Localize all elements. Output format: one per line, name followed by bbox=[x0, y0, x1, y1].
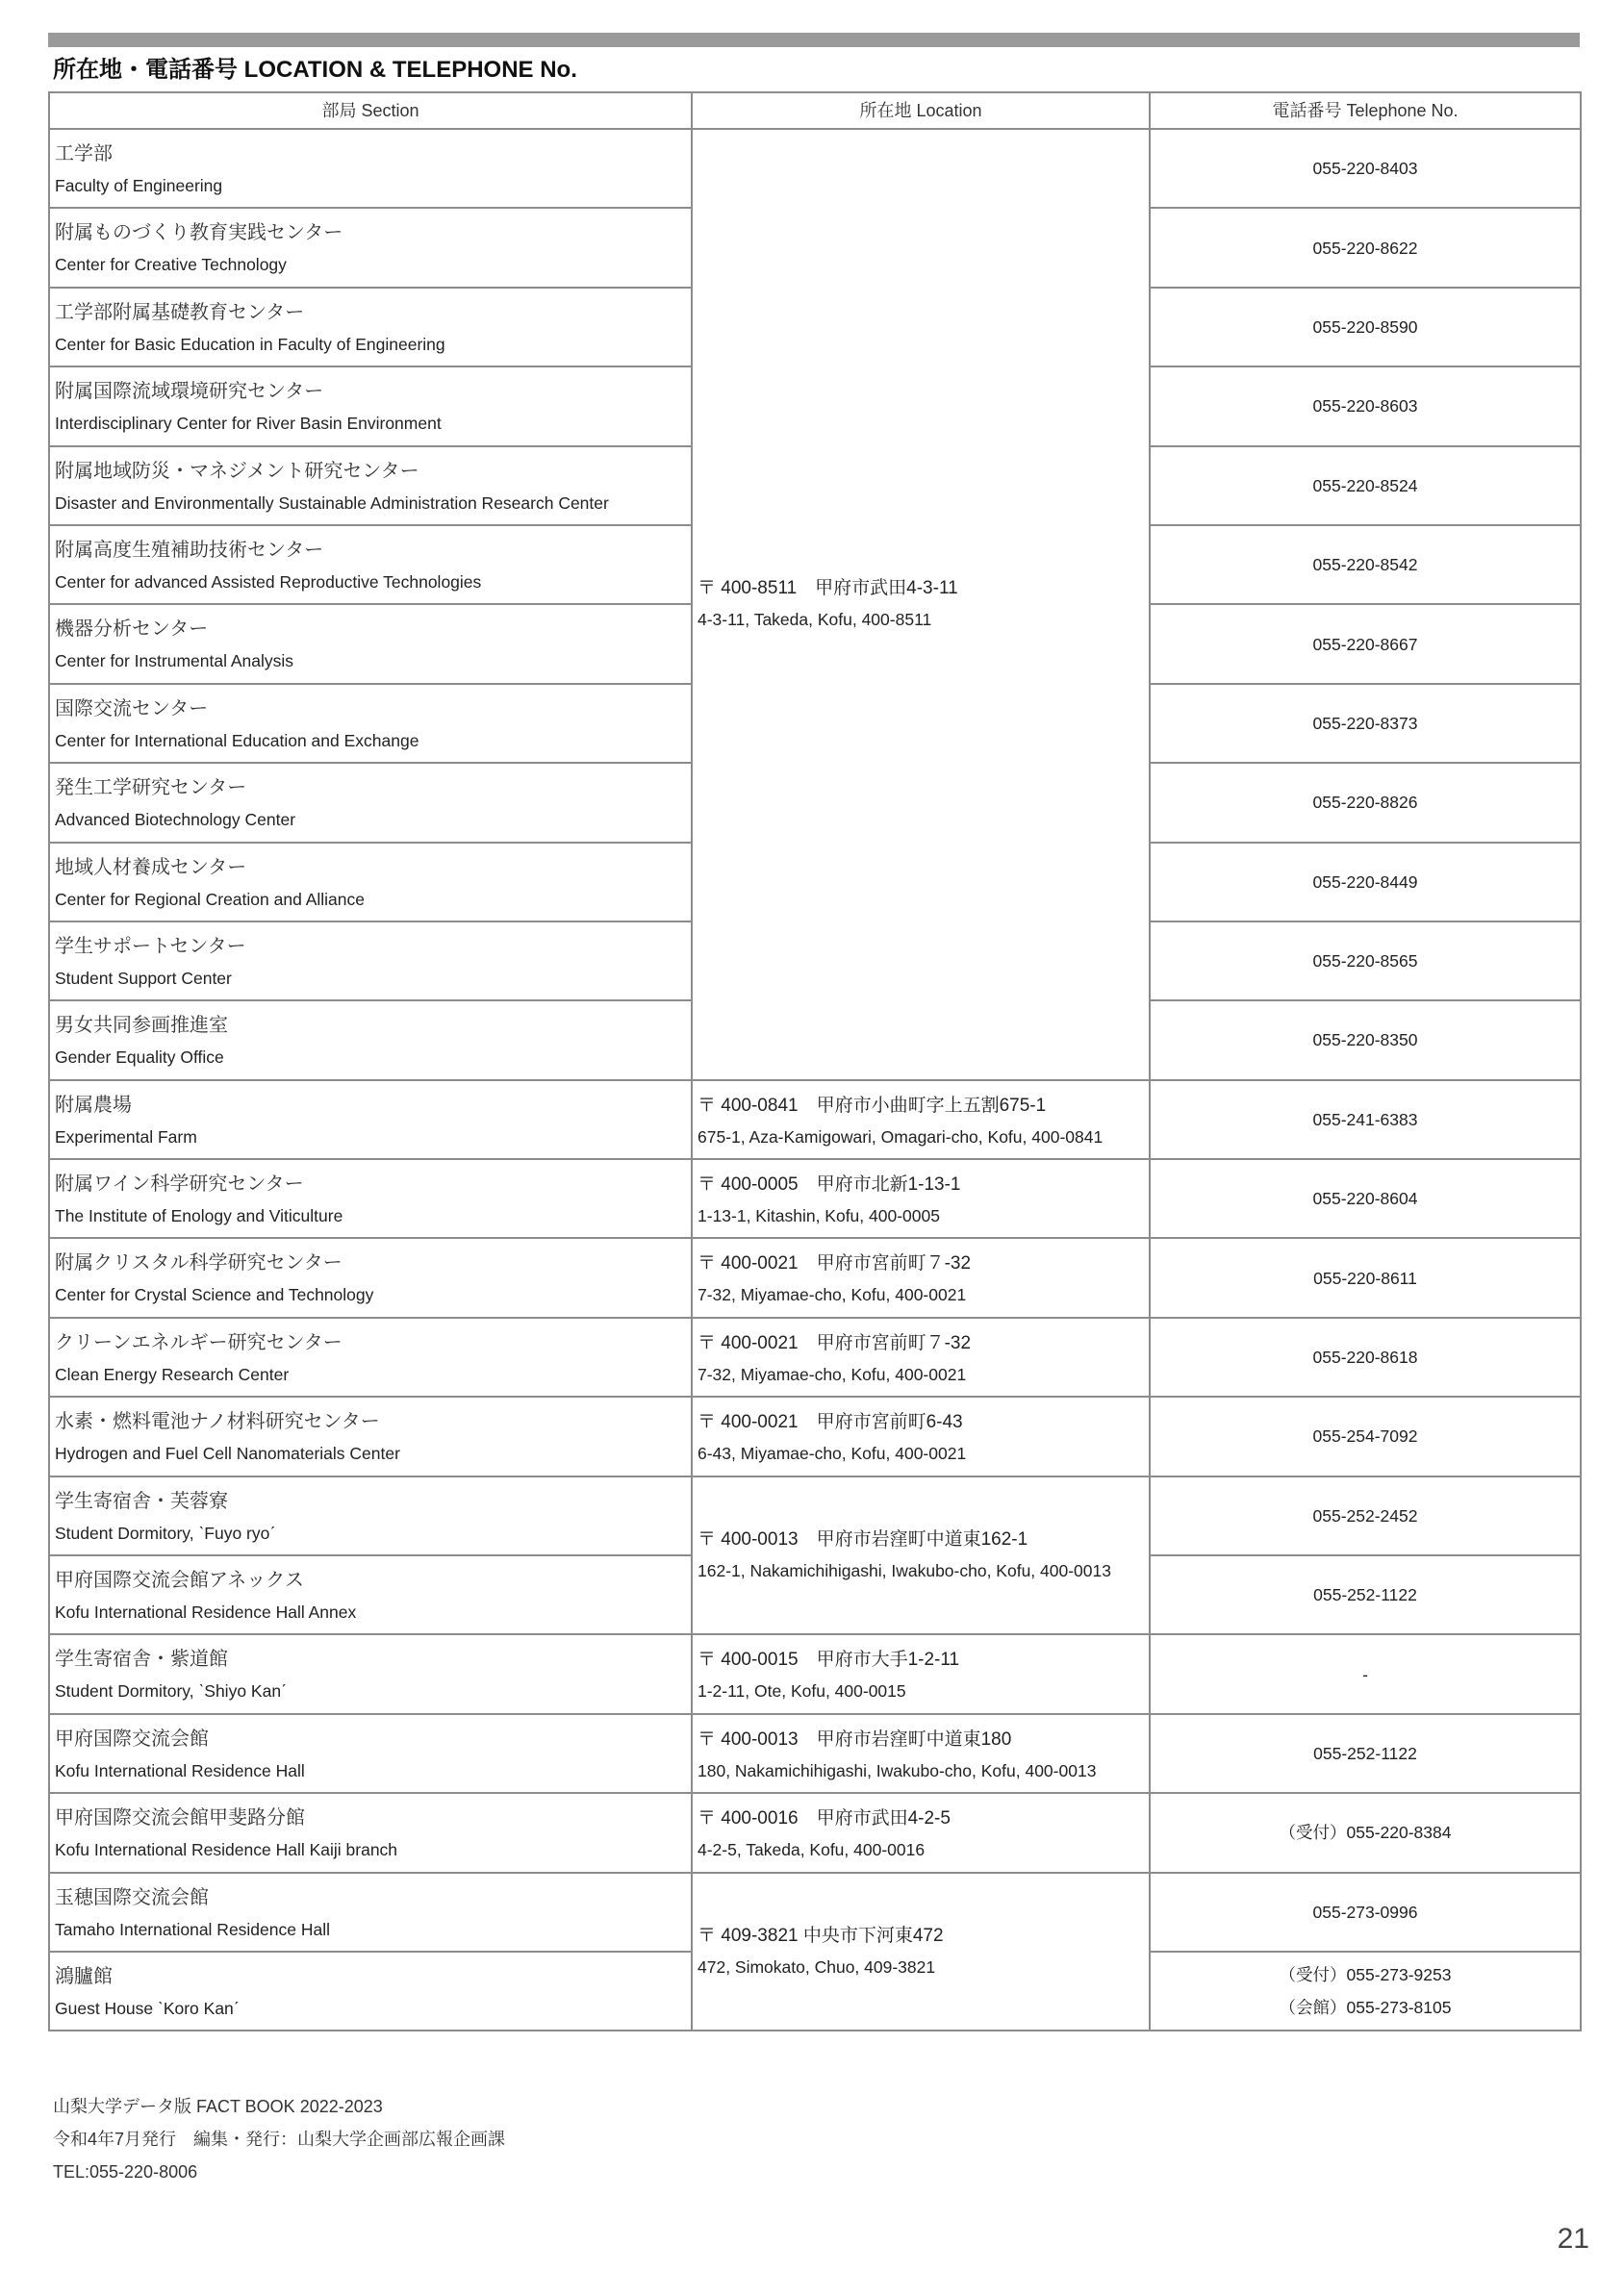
location-ja: 〒 400-8511 甲府市武田4-3-11 bbox=[698, 578, 958, 599]
location-en: 6-43, Miyamae-cho, Kofu, 400-0021 bbox=[698, 1444, 967, 1464]
page-title: 所在地・電話番号 LOCATION & TELEPHONE No. bbox=[53, 57, 577, 83]
section-cell bbox=[49, 1318, 692, 1397]
section-name-ja: 鴻臚館 bbox=[55, 1965, 113, 1987]
table-row bbox=[49, 1159, 1581, 1238]
section-name-ja: 附属地域防災・マネジメント研究センター bbox=[55, 460, 419, 482]
location-en: 4-3-11, Takeda, Kofu, 400-8511 bbox=[698, 610, 932, 630]
table-header bbox=[49, 92, 1581, 129]
table-row bbox=[49, 129, 1581, 208]
section-name-ja: 玉穂国際交流会館 bbox=[55, 1886, 209, 1908]
table-row bbox=[49, 1873, 1581, 1952]
section-cell bbox=[49, 1873, 692, 1952]
section-name-ja: 工学部附属基礎教育センター bbox=[55, 301, 305, 323]
telephone-number: （会館）055-273-8105 bbox=[1279, 1998, 1452, 2018]
section-name-ja: 附属農場 bbox=[55, 1094, 132, 1116]
table-row bbox=[49, 1080, 1581, 1159]
location-en: 7-32, Miyamae-cho, Kofu, 400-0021 bbox=[698, 1285, 967, 1305]
section-name-en: Tamaho International Residence Hall bbox=[55, 1919, 330, 1939]
footer bbox=[53, 2090, 505, 2188]
location-ja: 〒 400-0015 甲府市大手1-2-11 bbox=[698, 1650, 960, 1671]
telephone-number: 055-220-8590 bbox=[1312, 316, 1418, 337]
location-en: 472, Simokato, Chuo, 409-3821 bbox=[698, 1956, 936, 1977]
section-cell bbox=[49, 1159, 692, 1238]
location-en: 1-13-1, Kitashin, Kofu, 400-0005 bbox=[698, 1206, 940, 1226]
section-cell bbox=[49, 763, 692, 842]
section-name-ja: 男女共同参画推進室 bbox=[55, 1015, 228, 1037]
location-ja: 〒 400-0013 甲府市岩窪町中道東162-1 bbox=[698, 1529, 1028, 1551]
telephone-cell bbox=[1150, 684, 1581, 763]
telephone-number: 055-220-8618 bbox=[1312, 1348, 1418, 1368]
section-name-en: Center for International Education and Exchange bbox=[55, 730, 419, 750]
location-cell bbox=[692, 1080, 1150, 1159]
telephone-cell bbox=[1150, 1080, 1581, 1159]
table-row bbox=[49, 1634, 1581, 1713]
section-cell bbox=[49, 1238, 692, 1317]
section-name-ja: 発生工学研究センター bbox=[55, 777, 247, 799]
section-name-en: Student Support Center bbox=[55, 968, 232, 988]
footer-line: 山梨大学データ版 FACT BOOK 2022-2023 bbox=[53, 2097, 383, 2116]
location-en: 162-1, Nakamichihigashi, Iwakubo-cho, Kofu, 400-0013 bbox=[698, 1561, 1111, 1581]
header-telephone: 電話番号 Telephone No. bbox=[1150, 92, 1581, 129]
telephone-cell bbox=[1150, 1397, 1581, 1476]
telephone-cell bbox=[1150, 843, 1581, 921]
section-name-ja: 甲府国際交流会館アネックス bbox=[55, 1570, 304, 1592]
telephone-cell bbox=[1150, 921, 1581, 1000]
section-cell bbox=[49, 1714, 692, 1793]
telephone-number: 055-220-8350 bbox=[1312, 1030, 1418, 1050]
telephone-cell bbox=[1150, 1714, 1581, 1793]
telephone-cell bbox=[1150, 1793, 1581, 1872]
location-cell bbox=[692, 1476, 1150, 1635]
location-ja: 〒 400-0021 甲府市宮前町6-43 bbox=[698, 1412, 963, 1433]
footer-line: 令和4年7月発行 編集・発行：山梨大学企画部広報企画課 bbox=[53, 2130, 506, 2149]
section-name-ja: 学生寄宿舎・紫道館 bbox=[55, 1649, 228, 1671]
section-cell bbox=[49, 1000, 692, 1079]
table-row bbox=[49, 1318, 1581, 1397]
table-row bbox=[49, 1238, 1581, 1317]
table-header-row bbox=[49, 92, 1581, 129]
page-number: 21 bbox=[1557, 2223, 1589, 2255]
location-cell bbox=[692, 1714, 1150, 1793]
section-name-en: Gender Equality Office bbox=[55, 1047, 224, 1068]
location-cell bbox=[692, 1238, 1150, 1317]
section-name-ja: 附属ものづくり教育実践センター bbox=[55, 222, 343, 244]
telephone-number: 055-220-8611 bbox=[1313, 1268, 1417, 1288]
telephone-cell bbox=[1150, 446, 1581, 525]
telephone-cell bbox=[1150, 1873, 1581, 1952]
location-ja: 〒 400-0016 甲府市武田4-2-5 bbox=[698, 1808, 951, 1829]
section-name-en: Center for Regional Creation and Alliance bbox=[55, 889, 365, 909]
telephone-cell bbox=[1150, 366, 1581, 445]
location-en: 180, Nakamichihigashi, Iwakubo-cho, Kofu, 400-0013 bbox=[698, 1760, 1097, 1780]
header-section: 部局 Section bbox=[49, 92, 692, 129]
section-name-ja: 甲府国際交流会館 bbox=[55, 1728, 209, 1750]
table-row bbox=[49, 1476, 1581, 1555]
section-name-ja: 附属ワイン科学研究センター bbox=[55, 1173, 304, 1196]
location-telephone-table bbox=[48, 91, 1582, 2031]
section-name-en: Interdisciplinary Center for River Basin Environment bbox=[55, 414, 442, 434]
footer-line: TEL:055-220-8006 bbox=[53, 2162, 198, 2182]
telephone-number: 055-220-8622 bbox=[1312, 238, 1418, 258]
telephone-cell bbox=[1150, 1318, 1581, 1397]
telephone-number: 055-252-1122 bbox=[1313, 1585, 1417, 1605]
section-cell bbox=[49, 525, 692, 604]
header-rule bbox=[48, 33, 1580, 47]
location-en: 4-2-5, Takeda, Kofu, 400-0016 bbox=[698, 1840, 926, 1860]
location-en: 1-2-11, Ote, Kofu, 400-0015 bbox=[698, 1681, 906, 1702]
section-cell bbox=[49, 1634, 692, 1713]
location-en: 675-1, Aza-Kamigowari, Omagari-cho, Kofu, 400-0841 bbox=[698, 1126, 1104, 1147]
telephone-cell bbox=[1150, 1000, 1581, 1079]
section-cell bbox=[49, 684, 692, 763]
section-name-en: The Institute of Enology and Viticulture bbox=[55, 1206, 343, 1226]
section-name-ja: 水素・燃料電池ナノ材料研究センター bbox=[55, 1411, 380, 1433]
location-ja: 〒 400-0841 甲府市小曲町字上五割675-1 bbox=[698, 1095, 1047, 1116]
section-cell bbox=[49, 208, 692, 287]
telephone-cell bbox=[1150, 129, 1581, 208]
section-cell bbox=[49, 1080, 692, 1159]
section-cell bbox=[49, 366, 692, 445]
telephone-number: 055-254-7092 bbox=[1312, 1426, 1418, 1447]
telephone-number: 055-220-8604 bbox=[1312, 1189, 1418, 1209]
section-cell bbox=[49, 1793, 692, 1872]
location-ja: 〒 400-0021 甲府市宮前町７-32 bbox=[698, 1332, 972, 1353]
section-cell bbox=[49, 129, 692, 208]
section-name-en: Kofu International Residence Hall bbox=[55, 1760, 305, 1780]
section-name-en: Kofu International Residence Hall Annex bbox=[55, 1602, 357, 1623]
telephone-number: （受付）055-220-8384 bbox=[1279, 1823, 1452, 1843]
telephone-cell bbox=[1150, 288, 1581, 366]
location-cell bbox=[692, 1634, 1150, 1713]
location-ja: 〒 400-0005 甲府市北新1-13-1 bbox=[698, 1174, 961, 1196]
section-name-en: Center for Basic Education in Faculty of Engineering bbox=[55, 334, 445, 354]
section-cell bbox=[49, 1476, 692, 1555]
location-cell bbox=[692, 1318, 1150, 1397]
section-name-ja: 国際交流センター bbox=[55, 697, 209, 719]
location-cell bbox=[692, 129, 1150, 1080]
telephone-number: 055-220-8449 bbox=[1312, 871, 1418, 892]
section-cell bbox=[49, 288, 692, 366]
telephone-cell bbox=[1150, 525, 1581, 604]
telephone-number: 055-252-1122 bbox=[1313, 1744, 1417, 1763]
table-row bbox=[49, 1397, 1581, 1476]
telephone-cell bbox=[1150, 763, 1581, 842]
telephone-number: 055-220-8826 bbox=[1312, 793, 1418, 813]
table-row bbox=[49, 1793, 1581, 1872]
telephone-cell bbox=[1150, 1159, 1581, 1238]
section-cell bbox=[49, 604, 692, 683]
section-name-en: Center for Instrumental Analysis bbox=[55, 651, 294, 671]
location-cell bbox=[692, 1397, 1150, 1476]
telephone-number: 055-220-8373 bbox=[1312, 713, 1418, 733]
section-name-ja: 工学部 bbox=[55, 143, 113, 164]
section-cell bbox=[49, 1555, 692, 1634]
section-cell bbox=[49, 1397, 692, 1476]
table-row bbox=[49, 1714, 1581, 1793]
section-name-en: Hydrogen and Fuel Cell Nanomaterials Center bbox=[55, 1444, 400, 1464]
section-name-en: Clean Energy Research Center bbox=[55, 1364, 290, 1384]
telephone-cell bbox=[1150, 1555, 1581, 1634]
section-name-ja: 学生サポートセンター bbox=[55, 935, 246, 957]
section-name-ja: 機器分析センター bbox=[55, 618, 209, 641]
section-name-en: Center for Creative Technology bbox=[55, 255, 287, 275]
telephone-number: 055-220-8403 bbox=[1312, 159, 1418, 179]
section-cell bbox=[49, 921, 692, 1000]
section-name-en: Advanced Biotechnology Center bbox=[55, 810, 296, 830]
telephone-number: 055-220-8565 bbox=[1312, 951, 1418, 971]
telephone-number: （受付）055-273-9253 bbox=[1279, 1965, 1452, 1985]
section-cell bbox=[49, 843, 692, 921]
section-cell bbox=[49, 1952, 692, 2031]
telephone-number: 055-241-6383 bbox=[1312, 1109, 1418, 1129]
telephone-cell bbox=[1150, 604, 1581, 683]
telephone-cell bbox=[1150, 1238, 1581, 1317]
telephone-number: 055-273-0996 bbox=[1312, 1902, 1418, 1922]
telephone-number: 055-220-8667 bbox=[1312, 634, 1418, 654]
section-name-ja: 附属クリスタル科学研究センター bbox=[55, 1252, 343, 1274]
section-name-ja: クリーンエネルギー研究センター bbox=[55, 1331, 343, 1353]
telephone-number: 055-220-8542 bbox=[1312, 555, 1418, 575]
telephone-cell bbox=[1150, 1634, 1581, 1713]
location-ja: 〒 409-3821 中央市下河東472 bbox=[698, 1925, 944, 1946]
location-ja: 〒 400-0013 甲府市岩窪町中道東180 bbox=[698, 1728, 1012, 1750]
section-name-ja: 学生寄宿舎・芙蓉寮 bbox=[55, 1490, 228, 1512]
section-name-en: Disaster and Environmentally Sustainable Administration Research Center bbox=[55, 492, 609, 513]
section-name-en: Guest House ˋKoro Kanˊ bbox=[55, 1998, 240, 2018]
telephone-cell bbox=[1150, 208, 1581, 287]
section-name-en: Faculty of Engineering bbox=[55, 176, 223, 195]
location-cell bbox=[692, 1793, 1150, 1872]
section-name-ja: 甲府国際交流会館甲斐路分館 bbox=[55, 1807, 305, 1829]
telephone-number: - bbox=[1362, 1664, 1368, 1684]
section-cell bbox=[49, 446, 692, 525]
header-location: 所在地 Location bbox=[692, 92, 1150, 129]
telephone-number: 055-220-8603 bbox=[1312, 396, 1418, 416]
telephone-cell bbox=[1150, 1476, 1581, 1555]
section-name-en: Experimental Farm bbox=[55, 1126, 197, 1147]
table-body bbox=[49, 129, 1581, 2031]
section-name-en: Student Dormitory, ˋShiyo Kanˊ bbox=[55, 1681, 287, 1702]
section-name-ja: 附属高度生殖補助技術センター bbox=[55, 539, 324, 561]
section-name-en: Student Dormitory, ˋFuyo ryoˊ bbox=[55, 1523, 276, 1543]
location-cell bbox=[692, 1159, 1150, 1238]
location-ja: 〒 400-0021 甲府市宮前町７-32 bbox=[698, 1253, 972, 1274]
telephone-number: 055-220-8524 bbox=[1312, 475, 1418, 495]
section-name-en: Kofu International Residence Hall Kaiji branch bbox=[55, 1840, 398, 1860]
telephone-number: 055-252-2452 bbox=[1312, 1505, 1418, 1526]
location-cell bbox=[692, 1873, 1150, 2031]
location-en: 7-32, Miyamae-cho, Kofu, 400-0021 bbox=[698, 1364, 967, 1384]
section-name-en: Center for advanced Assisted Reproductive Technologies bbox=[55, 571, 482, 592]
section-name-ja: 附属国際流域環境研究センター bbox=[55, 381, 324, 403]
section-name-en: Center for Crystal Science and Technology bbox=[55, 1285, 374, 1305]
telephone-cell bbox=[1150, 1952, 1581, 2031]
section-name-ja: 地域人材養成センター bbox=[55, 856, 247, 878]
